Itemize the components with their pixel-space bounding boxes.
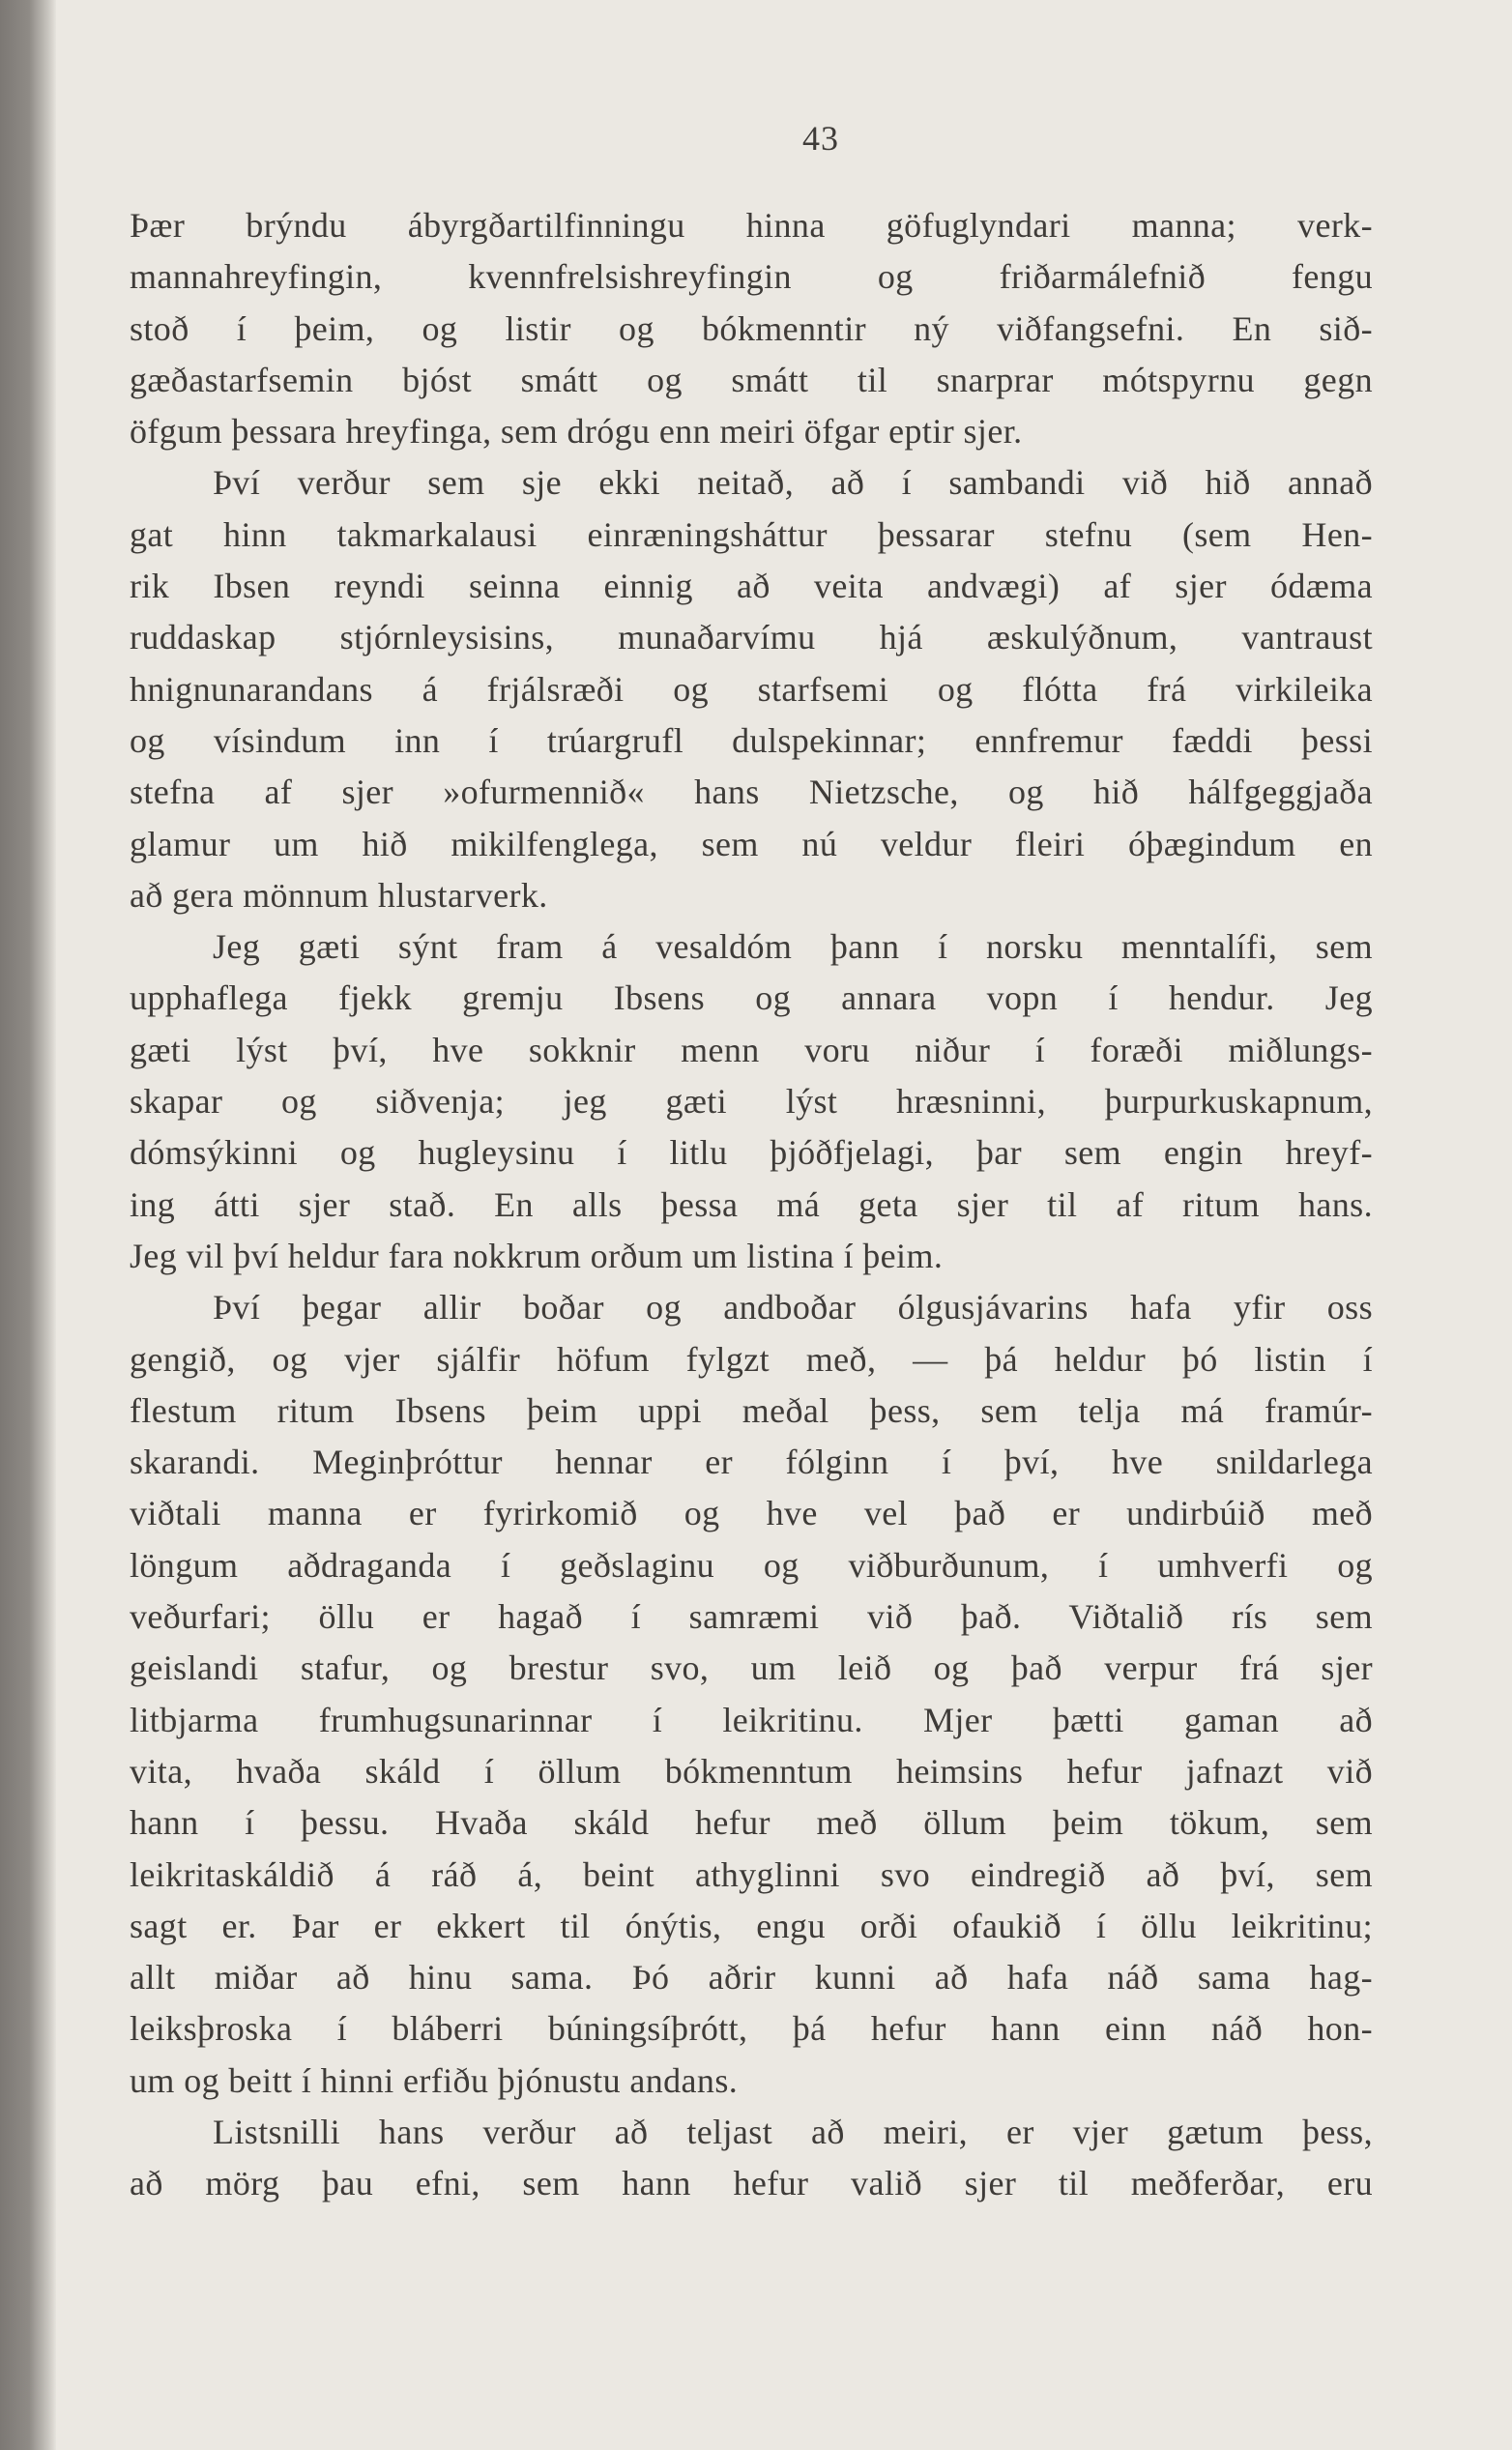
text-line: upphaflega fjekk gremju Ibsens og annara vopn í hendur. Jeg [130,978,1373,1018]
text-line: glamur um hið mikilfenglega, sem nú veldur fleiri óþægindum en [130,824,1373,863]
book-page [56,0,1512,2450]
text-line: gat hinn takmarkalausi einræningsháttur þessarar stefnu (sem Hen- [130,514,1373,554]
text-line: ing átti sjer stað. En alls þessa má geta sjer til af ritum hans. [130,1184,1373,1224]
text-line: löngum aðdraganda í geðslaginu og viðburðunum, í umhverfi og [130,1545,1373,1585]
text-line: Því verður sem sje ekki neitað, að í sambandi við hið annað [213,463,1373,503]
text-line: allt miðar að hinu sama. Þó aðrir kunni að hafa náð sama hag- [130,1958,1373,1998]
text-line: mannahreyfingin, kvennfrelsishreyfingin og friðarmálefnið fengu [130,257,1373,297]
text-line: flestum ritum Ibsens þeim uppi meðal þess, sem telja má framúr- [130,1390,1373,1430]
text-line: Jeg gæti sýnt fram á vesaldóm þann í norsku menntalífi, sem [213,927,1373,967]
text-line: leikritaskáldið á ráð á, beint athyglinni svo eindregið að því, sem [130,1854,1373,1894]
book-spine-shadow [0,0,56,2450]
text-line: Þær brýndu ábyrgðartilfinningu hinna göfuglyndari manna; verk- [130,206,1373,245]
text-line: skapar og siðvenja; jeg gæti lýst hræsninni, þurpurkuskapnum, [130,1082,1373,1122]
text-line: dómsýkinni og hugleysinu í litlu þjóðfjelagi, þar sem engin hreyf- [130,1133,1373,1173]
text-line: öfgum þessara hreyfinga, sem drógu enn meiri öfgar eptir sjer. [130,412,1023,452]
text-line: gæti lýst því, hve sokknir menn voru niður í foræði miðlungs- [130,1030,1373,1069]
text-line: vita, hvaða skáld í öllum bókmenntum heimsins hefur jafnazt við [130,1751,1373,1791]
text-line: að gera mönnum hlustarverk. [130,875,548,915]
page-number: 43 [802,119,839,158]
text-line: litbjarma frumhugsunarinnar í leikritinu. Mjer þætti gaman að [130,1700,1373,1739]
text-line: viðtali manna er fyrirkomið og hve vel það er undirbúið með [130,1494,1373,1533]
text-line: að mörg þau efni, sem hann hefur valið sjer til meðferðar, eru [130,2164,1373,2203]
text-line: hann í þessu. Hvaða skáld hefur með öllum þeim tökum, sem [130,1803,1373,1843]
text-line: Því þegar allir boðar og andboðar ólgusjávarins hafa yfir oss [213,1288,1373,1327]
text-line: hnignunarandans á frjálsræði og starfsemi og flótta frá virkileika [130,669,1373,709]
text-line: veðurfari; öllu er hagað í samræmi við það. Viðtalið rís sem [130,1597,1373,1637]
text-line: og vísindum inn í trúargrufl dulspekinnar; ennfremur fæddi þessi [130,720,1373,760]
text-line: gengið, og vjer sjálfir höfum fylgzt með, — þá heldur þó listin í [130,1339,1373,1379]
text-line: Listsnilli hans verður að teljast að meiri, er vjer gætum þess, [213,2112,1373,2151]
text-line: um og beitt í hinni erfiðu þjónustu andans. [130,2060,739,2100]
text-line: ruddaskap stjórnleysisins, munaðarvímu hjá æskulýðnum, vantraust [130,618,1373,657]
text-line: skarandi. Meginþróttur hennar er fólginn í því, hve snildarlega [130,1443,1373,1482]
text-line: leiksþroska í bláberri búningsíþrótt, þá hefur hann einn náð hon- [130,2009,1373,2049]
text-line: stoð í þeim, og listir og bókmenntir ný viðfangsefni. En sið- [130,308,1373,348]
text-line: geislandi stafur, og brestur svo, um leið og það verpur frá sjer [130,1648,1373,1688]
text-line: Jeg vil því heldur fara nokkrum orðum um listina í þeim. [130,1236,944,1275]
text-line: sagt er. Þar er ekkert til ónýtis, engu orði ofaukið í öllu leikritinu; [130,1906,1373,1945]
text-line: stefna af sjer »ofurmennið« hans Nietzsche, og hið hálfgeggjaða [130,773,1373,812]
text-line: rik Ibsen reyndi seinna einnig að veita andvægi) af sjer ódæma [130,567,1373,606]
text-line: gæðastarfsemin bjóst smátt og smátt til snarprar mótspyrnu gegn [130,360,1373,399]
body-text [130,200,1373,2210]
